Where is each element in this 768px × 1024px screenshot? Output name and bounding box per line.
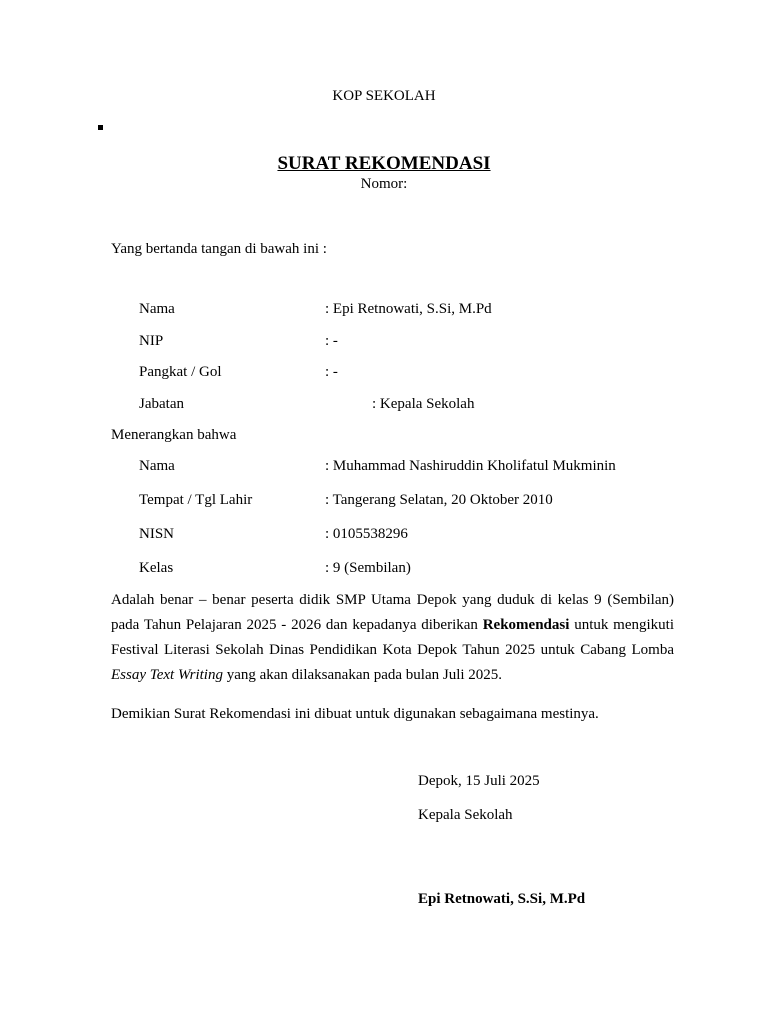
paragraph-bold: Rekomendasi: [482, 617, 570, 633]
recommendation-paragraph: [111, 588, 674, 688]
signer-jabatan-label: Jabatan: [139, 396, 184, 412]
student-birth-label: Tempat / Tgl Lahir: [139, 492, 253, 508]
signature-position: Kepala Sekolah: [418, 807, 513, 823]
letter-number: Nomor:: [360, 176, 408, 192]
student-nisn-label: NISN: [139, 526, 175, 542]
student-nisn-value: : 0105538296: [325, 526, 408, 542]
bullet-mark: [98, 125, 103, 130]
letter-title: SURAT REKOMENDASI: [277, 153, 491, 174]
paragraph-part3: yang akan dilaksanakan pada bulan Juli 2025.: [222, 667, 503, 683]
paragraph-part1: Adalah benar – benar peserta didik SMP Utama Depok yang duduk di kelas 9 (Sembilan) pada Tahun Pelajaran 2025 - 2026 dan kepadanya diberikan: [111, 592, 674, 633]
signer-pangkat-value: : -: [325, 364, 338, 380]
student-kelas-label: Kelas: [139, 560, 174, 576]
intro-text: Yang bertanda tangan di bawah ini :: [111, 241, 327, 257]
closing-text: Demikian Surat Rekomendasi ini dibuat untuk digunakan sebagaimana mestinya.: [111, 706, 599, 722]
menerangkan-text: Menerangkan bahwa: [111, 427, 237, 443]
signer-name-value: : Epi Retnowati, S.Si, M.Pd: [325, 301, 492, 317]
student-name-value: : Muhammad Nashiruddin Kholifatul Mukminin: [325, 458, 616, 474]
signer-name-label: Nama: [139, 301, 175, 317]
kop-sekolah: KOP SEKOLAH: [332, 88, 436, 104]
signer-pangkat-label: Pangkat / Gol: [139, 364, 222, 380]
paragraph-part2: untuk mengikuti Festival Literasi Sekolah Dinas Pendidikan Kota Depok Tahun 2025 untuk Cabang Lomba: [111, 617, 674, 658]
paragraph-italic: Essay Text Writing: [111, 667, 223, 683]
student-kelas-value: : 9 (Sembilan): [325, 560, 411, 576]
student-name-label: Nama: [139, 458, 175, 474]
signer-nip-value: : -: [325, 333, 338, 349]
signer-nip-label: NIP: [139, 333, 164, 349]
signature-name: Epi Retnowati, S.Si, M.Pd: [418, 891, 586, 907]
signer-jabatan-value: : Kepala Sekolah: [372, 396, 475, 412]
student-birth-value: : Tangerang Selatan, 20 Oktober 2010: [325, 492, 553, 508]
signature-place-date: Depok, 15 Juli 2025: [418, 773, 540, 789]
